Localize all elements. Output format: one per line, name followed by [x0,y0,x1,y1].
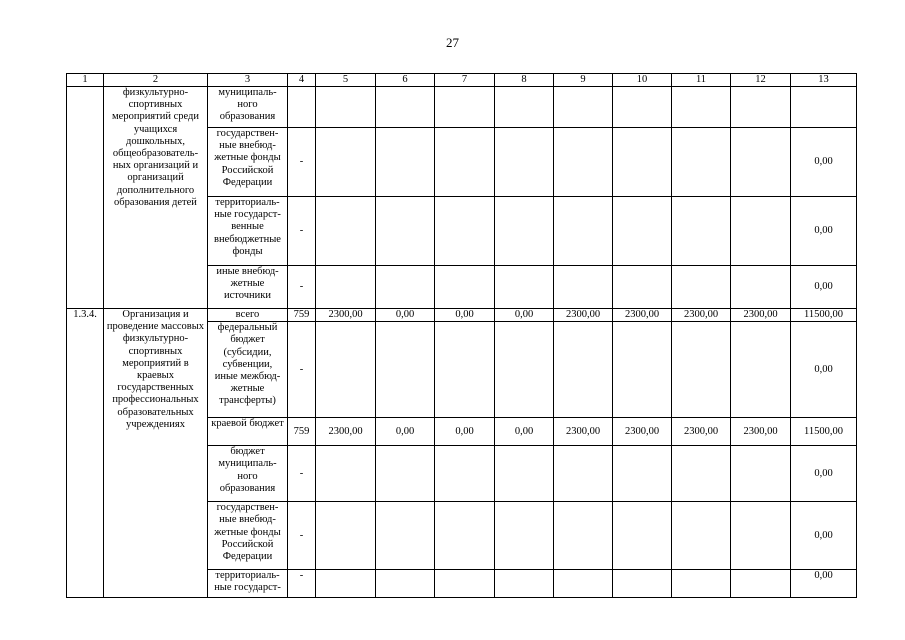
item-number-cell: 1.3.4. [67,309,104,598]
value-cell: 2300,00 [613,418,672,446]
value-cell: 2300,00 [731,309,791,322]
funding-source-cell: территориаль-ные государст- [208,570,288,598]
value-cell: 2300,00 [554,309,613,322]
total-cell: 0,00 [791,266,857,309]
value-cell [435,322,495,418]
value-cell [435,502,495,570]
value-cell: 0,00 [495,309,554,322]
value-cell [435,446,495,502]
column-header: 4 [288,74,316,87]
value-cell [613,446,672,502]
value-cell: 0,00 [435,418,495,446]
column-header: 9 [554,74,613,87]
value-cell: 2300,00 [613,309,672,322]
value-cell [731,570,791,598]
value-cell [613,570,672,598]
value-cell [672,446,731,502]
funding-source-cell: федеральный бюджет (субсидии, субвенции, иные межбюд-жетные трансферты) [208,322,288,418]
table-row [67,87,857,128]
value-cell [435,570,495,598]
item-name-cell: Организация и проведение массовых физкультурно-спортивных мероприятий в краевых государственных профессиональных образовательных учреждениях [104,309,208,598]
total-cell [791,87,857,128]
total-cell: 0,00 [791,128,857,197]
column-header: 7 [435,74,495,87]
value-cell [731,446,791,502]
column-header: 6 [376,74,435,87]
value-cell: 0,00 [435,309,495,322]
total-cell: 11500,00 [791,418,857,446]
value-cell [672,322,731,418]
value-cell: 2300,00 [316,309,376,322]
column-header: 3 [208,74,288,87]
funding-source-cell: территориаль-ные государст-венные внебюджетные фонды [208,197,288,266]
value-cell [495,446,554,502]
column-header: 10 [613,74,672,87]
column-header: 2 [104,74,208,87]
item-name-cell: физкультурно-спортивных мероприятий среди учащихся дошкольных, общеобразователь-ных организаций и организаций дополнительного образования детей [104,87,208,309]
value-cell [376,570,435,598]
value-cell [554,570,613,598]
funding-source-cell: иные внебюд-жетные источники [208,266,288,309]
code-cell: - [288,128,316,197]
code-cell: - [288,570,316,598]
value-cell [613,322,672,418]
value-cell [316,502,376,570]
code-cell: - [288,322,316,418]
funding-source-cell: краевой бюджет [208,418,288,446]
value-cell [731,322,791,418]
value-cell: 2300,00 [672,309,731,322]
total-cell: 11500,00 [791,309,857,322]
value-cell: 2300,00 [672,418,731,446]
value-cell: 0,00 [376,418,435,446]
value-cell: 2300,00 [731,418,791,446]
value-cell [554,502,613,570]
value-cell [376,322,435,418]
item-number-cell [67,87,104,309]
funding-source-cell: государствен-ные внебюд-жетные фонды Российской Федерации [208,128,288,197]
total-cell: 0,00 [791,446,857,502]
total-cell: 0,00 [791,570,857,598]
code-cell: - [288,266,316,309]
value-cell [376,446,435,502]
value-cell [613,502,672,570]
budget-table [66,73,857,598]
column-header: 1 [67,74,104,87]
funding-source-cell: муниципаль-ного образования [208,87,288,128]
value-cell [672,502,731,570]
total-cell: 0,00 [791,502,857,570]
value-cell [672,570,731,598]
value-cell [376,502,435,570]
funding-source-cell: государствен-ные внебюд-жетные фонды Российской Федерации [208,502,288,570]
column-header: 8 [495,74,554,87]
code-cell [288,87,316,128]
column-header: 11 [672,74,731,87]
value-cell [554,446,613,502]
total-cell: 0,00 [791,322,857,418]
value-cell: 2300,00 [316,418,376,446]
column-header: 5 [316,74,376,87]
column-header: 13 [791,74,857,87]
table-row [67,309,857,322]
column-number-row [67,74,857,87]
code-cell: 759 [288,309,316,322]
funding-source-cell: бюджет муниципаль-ного образования [208,446,288,502]
value-cell: 0,00 [495,418,554,446]
code-cell: - [288,197,316,266]
value-cell [554,322,613,418]
funding-source-cell: всего [208,309,288,322]
value-cell: 2300,00 [554,418,613,446]
value-cell [495,570,554,598]
code-cell: 759 [288,418,316,446]
page-number: 27 [446,35,459,50]
value-cell [316,446,376,502]
column-header: 12 [731,74,791,87]
value-cell [495,322,554,418]
value-cell [495,502,554,570]
total-cell: 0,00 [791,197,857,266]
value-cell [316,570,376,598]
code-cell: - [288,446,316,502]
value-cell [316,322,376,418]
value-cell: 0,00 [376,309,435,322]
code-cell: - [288,502,316,570]
value-cell [731,502,791,570]
